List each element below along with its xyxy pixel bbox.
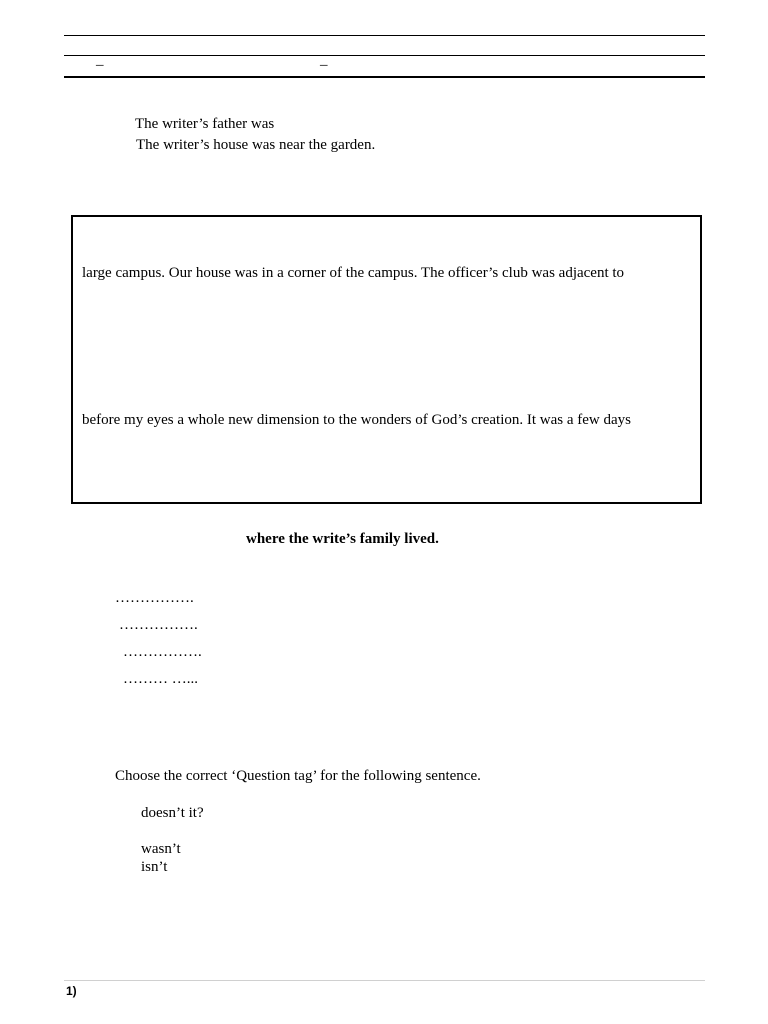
question-heading: where the write’s family lived. [246,531,439,547]
question-tag-instruction: Choose the correct ‘Question tag’ for the following sentence. [115,768,481,784]
header-rule-bottom [64,76,705,78]
header-dash-left: – [96,57,104,73]
footer-rule [64,980,705,981]
passage-line-1: large campus. Our house was in a corner of the campus. The officer’s club was adjacent to [82,265,625,281]
answer-blank-1: ……………. [115,590,194,606]
answer-blank-4: ……… …... [123,671,198,687]
question-tag-option-2: isn’t [141,859,168,875]
question-tag-example: doesn’t it? [141,805,204,821]
question-tag-option-1: wasn’t [141,841,181,857]
passage-line-2: before my eyes a whole new dimension to the wonders of God’s creation. It was a few days [82,412,632,428]
page-number: 1) [66,984,77,998]
statement-1: The writer’s father was [135,116,275,132]
header-rule-top [64,35,705,36]
header-dash-right: – [320,57,328,73]
passage-box [71,215,702,504]
header-rule-middle [64,55,705,56]
answer-blank-3: ……………. [123,644,202,660]
statement-2: The writer’s house was near the garden. [136,137,376,153]
answer-blank-2: ……………. [119,617,198,633]
